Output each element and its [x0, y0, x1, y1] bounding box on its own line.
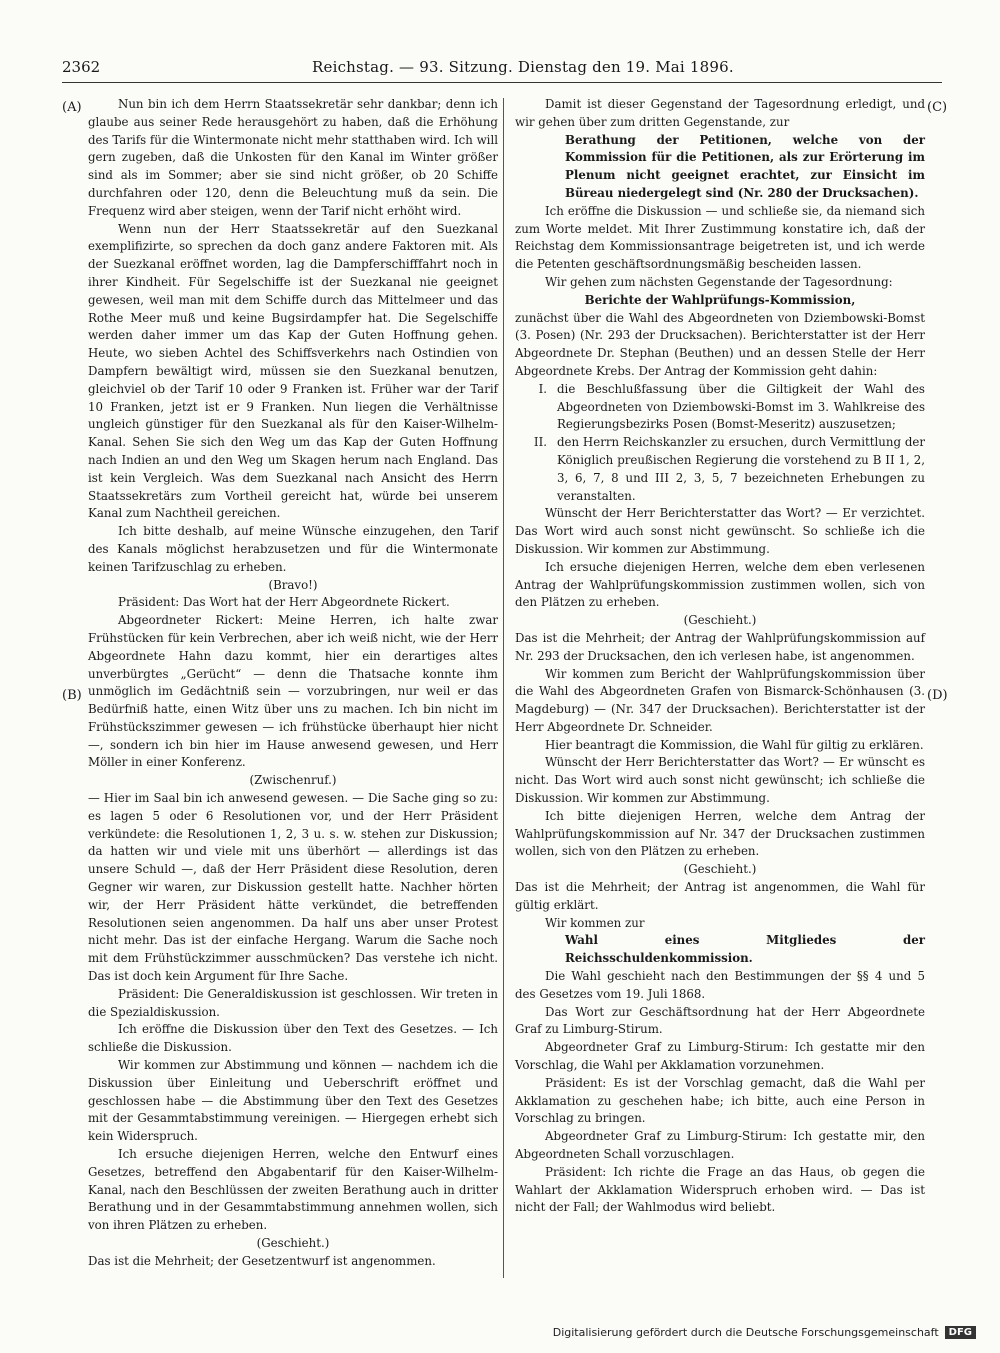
- margin-mark-b: (B): [62, 688, 82, 703]
- page-number: 2362: [62, 58, 101, 76]
- header-rule: [62, 82, 942, 83]
- list-item-number: II.: [533, 435, 547, 450]
- stage-direction: (Geschieht.): [683, 862, 757, 877]
- paragraph: Abgeordneter Graf zu Limburg-Stirum: Ich gestatte mir, den Abgeordneten Schall vorzuschlagen.: [515, 1129, 925, 1162]
- paragraph: Abgeordneter Graf zu Limburg-Stirum: Ich gestatte mir den Vorschlag, die Wahl per Akklamation vorzunehmen.: [515, 1040, 925, 1073]
- paragraph: Wünscht der Herr Berichterstatter das Wort? — Er verzichtet. Das Wort wird auch sonst nicht gewünscht. So schließe ich die Diskussion. Wir kommen zur Abstimmung.: [515, 506, 925, 556]
- paragraph: Wir kommen zur: [545, 915, 645, 930]
- margin-mark-c: (C): [927, 100, 948, 115]
- list-item-number: I.: [538, 381, 547, 396]
- paragraph: zunächst über die Wahl des Abgeordneten von Dziembowski-Bomst (3. Posen) (Nr. 293 der Drucksachen). Berichterstatter ist der Herr Abgeordnete Dr. Stephan (Beuthen) und an dessen Stelle der Herr Abgeordnete Krebs. Der Antrag der Kommission geht dahin:: [515, 310, 925, 378]
- page-header: [62, 58, 942, 80]
- paragraph: Abgeordneter Rickert: Meine Herren, ich halte zwar Frühstücken für kein Verbrechen, aber ich weiß nicht, wie der Herr Abgeordnete Hahn dazu kommt, hier ein derartiges altes unverbürgtes „Gerücht“ — denn die Thatsache konnte ihm unmöglich im Gedächtniß sein — vorzubringen, nur weil er das Bedürfniß hatte, einen Witz über uns zu machen. Ich bin nicht im Frühstückszimmer gewesen — ich frühstücke überhaupt hier nicht —, sondern ich bin hier im Hause anwesend gewesen, und Herr Möller in einer Konferenz.: [88, 613, 498, 770]
- stage-direction: (Geschieht.): [683, 613, 757, 628]
- list-item: [515, 434, 925, 505]
- paragraph: Präsident: Ich richte die Frage an das Haus, ob gegen die Wahlart der Akklamation Widerspruch erhoben wird. — Das ist nicht der Fall; der Wahlmodus wird beliebt.: [515, 1164, 925, 1215]
- stage-direction: (Geschieht.): [256, 1236, 330, 1250]
- paragraph: Präsident: Die Generaldiskussion ist geschlossen. Wir treten in die Spezialdiskussion.: [88, 986, 498, 1019]
- list-item-text: die Beschlußfassung über die Giltigkeit der Wahl des Abgeordneten von Dziembowski-Bomst im 3. Wahlkreise des Regierungsbezirks Posen (Bomst-Meseritz) auszusetzen;: [557, 381, 925, 432]
- paragraph: Ich ersuche diejenigen Herren, welche den Entwurf eines Gesetzes, betreffend den Abgabentarif für den Kaiser-Wilhelm-Kanal, nach den Beschlüssen der zweiten Berathung auch in dritter Berathung und in der Gesammtabstimmung annehmen wollen, sich von ihren Plätzen zu erheben.: [88, 1147, 498, 1233]
- paragraph: Wir kommen zur Abstimmung und können — nachdem ich die Diskussion über Einleitung und Ueberschrift eröffnet und geschlossen habe — die Abstimmung über den Text des Gesetzes mit der Gesammtabstimmung vereinigen. — Hiergegen erhebt sich kein Widerspruch.: [88, 1058, 498, 1144]
- paragraph: Ich eröffne die Diskussion über den Text des Gesetzes. — Ich schließe die Diskussion.: [88, 1022, 498, 1055]
- list-item-text: den Herrn Reichskanzler zu ersuchen, durch Vermittlung der Königlich preußischen Regierung die vorstehend zu B II 1, 2, 3, 6, 7, 8 und III 2, 3, 5, 7 bezeichneten Erhebungen zu veranstalten.: [557, 435, 925, 503]
- paragraph: Präsident: Das Wort hat der Herr Abgeordnete Rickert.: [118, 595, 450, 610]
- paragraph: Nun bin ich dem Herrn Staatssekretär sehr dankbar; denn ich glaube aus seiner Rede herausgehört zu haben, daß die Erhöhung des Tarifs für die Wintermonate nicht mehr statthaben wird. Ich will gern zugeben, daß die Unkosten für den Kanal im Winter größer sind als im Sommer; aber sie sind nicht größer, ob 20 Schiffe durchfahren oder 120, denn die Beleuchtung muß da sein. Die Frequenz wird aber steigen, wenn der Tarif nicht erhöht wird.: [88, 97, 498, 218]
- paragraph: Das ist die Mehrheit; der Gesetzentwurf ist angenommen.: [88, 1253, 436, 1268]
- paragraph: Damit ist dieser Gegenstand der Tagesordnung erledigt, und wir gehen über zum dritten Gegenstande, zur: [515, 97, 925, 129]
- paragraph: Wenn nun der Herr Staatssekretär auf den Suezkanal exemplifizirte, so sprechen da doch ganz andere Faktoren mit. Als der Suezkanal eröffnet worden, lag die Dampferschifffahrt noch in ihrer Kindheit. Für Segelschiffe ist der Suezkanal nie geeignet gewesen, weil man mit dem Schiffe durch das Mittelmeer und das Rothe Meer muß und keine Bugsirdampfer hat. Die Segelschiffe werden daher immer um das Kap der Guten Hoffnung gehen. Heute, wo sieben Achtel des Schiffsverkehrs nach Ostindien von Dampfern bewältigt wird, müssen sie den Suezkanal benutzen, gleichviel ob der Tarif 10 oder 9 Franken ist. Früher war der Tarif 10 Franken, jetzt ist er 9 Franken. Nun liegen die Verhältnisse ungleich günstiger für den Suezkanal als für den Kaiser-Wilhelm-Kanal. Sehen Sie sich den Weg um das Kap der Guten Hoffnung nach Indien an und den Weg um Skagen herum nach England. Das ist kein Vergleich. Was dem Suezkanal nach Ansicht des Herrn Staatssekretärs zum Vortheil gereicht hat, würde bei unserem Kanal zum Nachtheil gereichen.: [88, 221, 498, 521]
- footer: [553, 1326, 976, 1339]
- paragraph: Wünscht der Herr Berichterstatter das Wort? — Er wünscht es nicht. Das Wort wird auch sonst nicht gewünscht; ich schließe die Diskussion. Wir kommen zur Abstimmung.: [515, 755, 925, 806]
- agenda-heading: Berichte der Wahlprüfungs-Kommission,: [584, 292, 856, 307]
- paragraph: Wir gehen zum nächsten Gegenstande der Tagesordnung:: [545, 274, 893, 289]
- stage-direction: (Zwischenruf.): [249, 773, 337, 788]
- paragraph: Präsident: Es ist der Vorschlag gemacht, daß die Wahl per Akklamation zu geschehen habe; ich bitte, auch eine Person in Vorschlag zu bringen.: [515, 1075, 925, 1126]
- left-column: [88, 96, 498, 1271]
- running-title: Reichstag. — 93. Sitzung. Dienstag den 19. Mai 1896.: [312, 58, 734, 76]
- paragraph: Ich bitte diejenigen Herren, welche dem Antrag der Wahlprüfungskommission auf Nr. 347 der Drucksachen zustimmen wollen, sich von den Plätzen zu erheben.: [515, 808, 925, 859]
- column-divider: [503, 98, 504, 1278]
- paragraph: Ich eröffne die Diskussion — und schließe sie, da niemand sich zum Worte meldet. Mit Ihrer Zustimmung konstatire ich, daß der Reichstag dem Kommissionsantrage beigetreten ist, und ich werde die Petenten geschäftsordnungsmäßig bescheiden lassen.: [515, 203, 925, 272]
- paragraph: Hier beantragt die Kommission, die Wahl für giltig zu erklären.: [545, 737, 924, 752]
- right-column: [515, 96, 925, 1217]
- agenda-heading: Wahl eines Mitgliedes der Reichsschuldenkommission.: [565, 933, 925, 966]
- paragraph: Die Wahl geschieht nach den Bestimmungen der §§ 4 und 5 des Gesetzes vom 19. Juli 1868.: [515, 969, 925, 1001]
- list-item: [515, 381, 925, 434]
- paragraph: Das Wort zur Geschäftsordnung hat der Herr Abgeordnete Graf zu Limburg-Stirum.: [515, 1004, 925, 1037]
- stage-direction: (Bravo!): [268, 577, 318, 592]
- margin-mark-a: (A): [62, 100, 82, 115]
- paragraph: Das ist die Mehrheit; der Antrag der Wahlprüfungskommission auf Nr. 293 der Drucksachen, den ich verlesen habe, ist angenommen.: [515, 630, 925, 663]
- margin-mark-d: (D): [927, 688, 948, 703]
- dfg-logo: DFG: [945, 1326, 976, 1339]
- paragraph: — Hier im Saal bin ich anwesend gewesen. — Die Sache ging so zu: es lagen 5 oder 6 Resolutionen vor, und der Herr Präsident verkündete: die Resolutionen 1, 2, 3 u. s. w. stehen zur Diskussion; da hatten wir und viele mit uns überhört — allerdings ist das unsere Schuld —, daß der Herr Präsident diese Resolution, deren Gegner wir waren, zur Diskussion gestellt hatte. Nachher hörten wir, der Herr Präsident hätte verkündet, die betreffenden Resolutionen seien angenommen. Da half uns aber unser Protest nicht mehr. Das ist der einfache Hergang. Warum die Sache noch mit dem Frühstückzimmer ausschmücken? Das verstehe ich nicht. Das ist doch kein Argument für Ihre Sache.: [88, 791, 498, 984]
- paragraph: Ich ersuche diejenigen Herren, welche dem eben verlesenen Antrag der Wahlprüfungskommission zustimmen wollen, sich von den Plätzen zu erheben.: [515, 559, 925, 610]
- paragraph: Ich bitte deshalb, auf meine Wünsche einzugehen, den Tarif des Kanals möglichst herabzusetzen und für die Wintermonate keinen Tarifzuschlag zu erheben.: [88, 524, 498, 574]
- paragraph: Das ist die Mehrheit; der Antrag ist angenommen, die Wahl für gültig erklärt.: [515, 880, 925, 912]
- agenda-heading: Berathung der Petitionen, welche von der Kommission für die Petitionen, als zur Erörterung im Plenum nicht geeignet erachtet, zur Einsicht im Büreau niedergelegt sind (Nr. 280 der Drucksachen).: [565, 132, 925, 200]
- paragraph: Wir kommen zum Bericht der Wahlprüfungskommission über die Wahl des Abgeordneten Grafen von Bismarck-Schönhausen (3. Magdeburg) — (Nr. 347 der Drucksachen). Berichterstatter ist der Herr Abgeordnete Dr. Schneider.: [515, 666, 925, 734]
- funding-note: Digitalisierung gefördert durch die Deutsche Forschungsgemeinschaft: [552, 1326, 939, 1339]
